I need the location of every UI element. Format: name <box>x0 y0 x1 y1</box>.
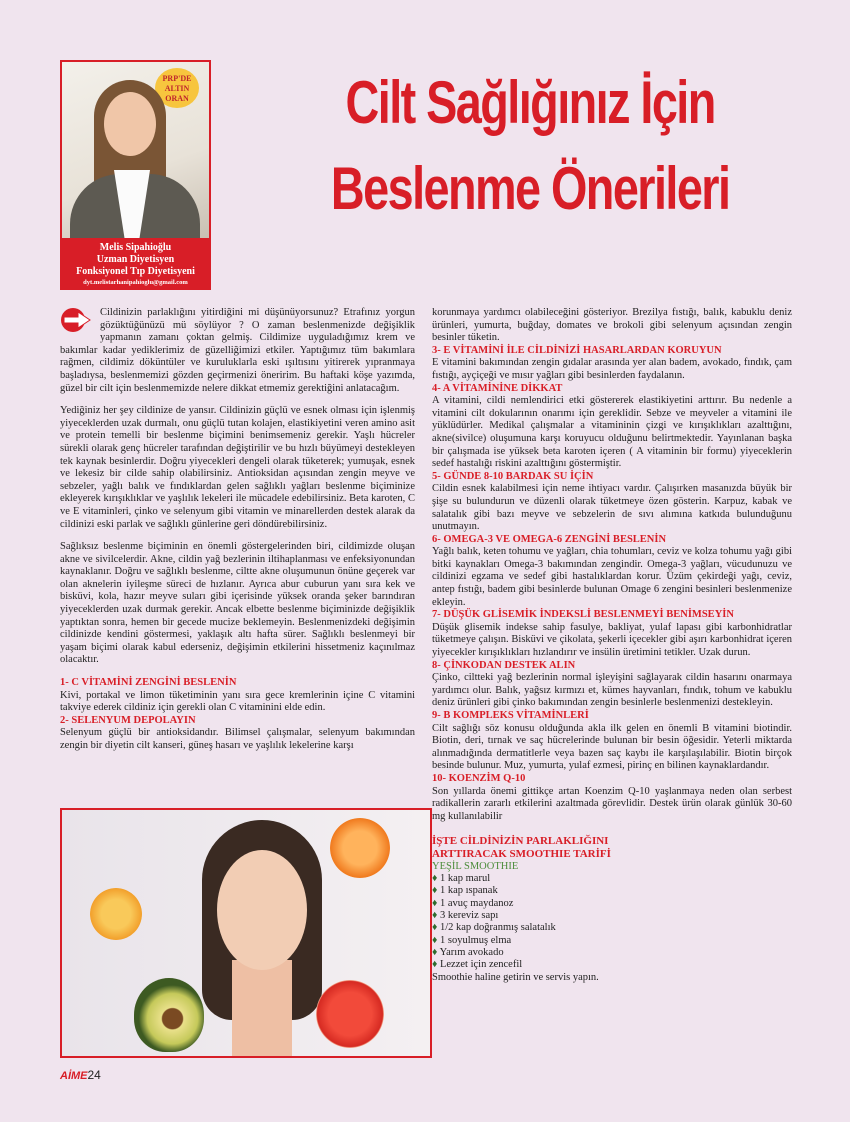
paragraph-2: Yediğiniz her şey cildinize de yansır. Cildinizin güçlü ve esnek olması için işlenmiş yiyeceklerden uzak durmalı, onu güçlü tutan kolajen, elastikiyetini veren amino asit ve protein temelli bir beslenme biçimini benimsemeniz gerekir. Yaşlı hücreler sürekli olarak genç hücreler tarafından değiştirilir ve bu hızlı büyümeyi destekleyen tek kaynak besinlerdir. Doğru yiyecekleri dengeli olarak tüketerek; yumuşak, esnek ve lekesiz bir cilde sahip olabilirsiniz. Antioksidan açısından zengin meyve ve sebzeler, yağlı balık ve fındıklardan gelen sağlıklı yağları beslenme biçiminize ekleyerek kırışıklıklar ve yaşlılık lekeleri ile mücadele edebilirsiniz. Beta karoten, C ve E vitaminleri, çinko ve selenyum gibi vitamin ve minarellerden destek alarak da cildinizi eski parlak ve sağlıklı günlerine geri döndürebilirsiniz. <box>60 405 415 530</box>
section-text-7: Düşük glisemik indekse sahip fasulye, bakliyat, yulaf lapası gibi karbonhidratlar tüketmeye çalışın. Bisküvi ve çikolata, şekerli içecekler gibi aşırı karbonhidrat içeren yiyecekler kırışıklıkları hızlandırır ve insülin üretimini tetikler. Uzak durun. <box>432 621 792 659</box>
list-item: ♦ 1 kap marul <box>432 873 491 885</box>
grapefruit-half <box>316 980 384 1048</box>
list-item: ♦ 1 avuç maydanoz <box>432 897 514 909</box>
section-heading-3: 3- E VİTAMİNİ İLE CİLDİNİZİ HASARLARDAN KORUYUN <box>432 344 722 356</box>
headline-line-1: Cilt Sağlığınız İçin <box>345 69 715 136</box>
right-column <box>432 307 792 984</box>
section-text-10: Son yıllarda önemi gittikçe artan Koenzim Q-10 yaşlanmaya neden olan serbest radikallerin zararlı etkilerini azaltmada görevlidir. Destek ürün olarak günlük 30-60 mg kullanılabilir <box>432 785 792 822</box>
avocado-half <box>134 978 204 1052</box>
section-text-8: Çinko, ciltteki yağ bezlerinin normal işleyişini sağlayarak cildin hasarını onarmaya yardımcı olur. Balık, yağsız kırmızı et, kümes hayvanları, fındık, tohum ve kabuklu deniz ürünleri gibi çinko bakımından zengin besinlerle beslenmenizi destekleyin. <box>432 672 792 709</box>
smoothie-subtitle: YEŞİL SMOOTHIE <box>432 860 519 872</box>
section-text-2: Selenyum güçlü bir antioksidandır. Bilimsel çalışmalar, selenyum bakımından zengin bir diyetin cilt kanseri, güneş hasarı ve yaşlılık lekelerine karşı <box>60 727 415 751</box>
section-text-5: Cildin esnek kalabilmesi için neme ihtiyacı vardır. Çalışırken masanızda büyük bir şişe su bulundurun ve düzenli olarak tüketmeye özen gösterin. Karpuz, kabak ve salatalık gibi bazı meyve ve sebzelerin de sıvı alımına katkıda bulunduğunu unutmayın. <box>432 483 792 533</box>
section-text-6: Yağlı balık, keten tohumu ve yağları, chia tohumları, ceviz ve kolza tohumu yağı gibi bitki kaynakları Omega-3 bakımından zengindir. Omega-3 yağları, vücudunuzu ve cildinizi egzama ve sedef gibi hastalıklardan korur. Üzüm çekirdeği yağı, ceviz, antep fıstığı, badem gibi besinlerde bulunan Omage 6 zengini besinleri beslenmenize ekleyin. <box>432 546 792 608</box>
section-heading-8: 8- ÇİNKODAN DESTEK ALIN <box>432 659 576 671</box>
list-item: ♦ 1 soyulmuş elma <box>432 934 512 946</box>
arrow-right-icon <box>60 307 94 333</box>
section-text-1: Kivi, portakal ve limon tüketiminin yanı sıra gece kremlerinin içine C vitamini takviye ederek cildiniz için gerekli olan C vitaminini elde edin. <box>60 689 415 714</box>
diamond-bullet-icon: ♦ <box>432 910 438 922</box>
section-heading-2: 2- SELENYUM DEPOLAYIN <box>60 714 196 726</box>
section-heading-6: 6- OMEGA-3 VE OMEGA-6 ZENGİNİ BESLENİN <box>432 533 667 545</box>
diamond-bullet-icon: ♦ <box>432 873 438 885</box>
list-item: ♦ 1 kap ıspanak <box>432 885 498 897</box>
list-item: ♦ 3 kereviz sapı <box>432 910 499 922</box>
author-name: Melis Sipahioğlu <box>99 242 172 253</box>
page-number: 24 <box>87 1068 101 1082</box>
page-footer <box>60 1068 101 1082</box>
author-photo <box>62 62 209 238</box>
author-box <box>60 60 211 290</box>
headline <box>240 60 820 232</box>
section-heading-1: 1- C VİTAMİNİ ZENGİNİ BESLENİN <box>60 677 237 689</box>
magazine-logo: AİME <box>60 1070 88 1082</box>
section-text-9: Cilt sağlığı söz konusu olduğunda akla ilk gelen en önemli B vitamini biotindir. Biotin, deri, tırnak ve saç hücrelerinde bulunan bir besin öğesidir. Yeterli miktarda alınmadığında dermatitlerle veya bazen saç kaybı ile karşılaşılabilir. Biotin birçok besinde bulunur. Muz, yumurta, yulaf ezmesi, pirinç en bilinen kaynaklardandır. <box>432 722 792 772</box>
orange-half-left <box>90 888 142 940</box>
closing-line: Smoothie haline getirin ve servis yapın. <box>432 971 599 983</box>
section-heading-10: 10- KOENZİM Q-10 <box>432 772 526 784</box>
section-text-3: E vitamini bakımından zengin gıdalar arasında yer alan badem, avokado, fındık, çam fıstığı, ayçiçeği ve mısır yağları gibi besinlerden faydalanın. <box>432 357 792 381</box>
author-email: dyt.melistarhanipahioglu@gmail.com <box>83 279 188 286</box>
paragraph-3: Sağlıksız beslenme biçiminin en önemli göstergelerinden biri, cildimizde oluşan akne ve sivilcelerdir. Akne, cildin yağ bezlerinin iltihaplanması ve enfeksiyonundan kaynaklanır. Doğru ve sağlıklı beslenme, ciltte akne oluşumunun önüne geçerek var olan aknelerin iyileşme süreci de hızlanır. Ayrıca abur cuburun yanı sıra kek ve bisküvi, kola, hazır meyve suları gibi içerisinde yüksek oranda şeker barındıran yiyeceklerden uzak durmak gerekir. Ancak elbette beslenme biçiminizde değişiklik yaptıktan sonra, hemen bir gecede mucize beklemeyin. Beslenmenizdeki değişimin cildinizde kendini göstermesi, yaklaşık altı hafta sürer. Sağlıklı beslenmeyi bir yaşam biçimi olarak kabul ederseniz, değişimin etkilerini hissetmeniz kaçınılmaz olacaktır. <box>60 541 415 666</box>
section-heading-9: 9- B KOMPLEKS VİTAMİNLERİ <box>432 710 589 721</box>
diamond-bullet-icon: ♦ <box>432 885 438 897</box>
smoothie-title-1: İŞTE CİLDİNİZİN PARLAKLIĞINI <box>432 835 609 848</box>
ingredient-list <box>432 873 792 971</box>
list-item: ♦ Lezzet için zencefil <box>432 959 523 971</box>
section-heading-4: 4- A VİTAMİNİNE DİKKAT <box>432 382 563 394</box>
diamond-bullet-icon: ♦ <box>432 946 438 958</box>
left-column <box>60 307 415 753</box>
smoothie-title-2: ARTTIRACAK SMOOTHIE TARİFİ <box>432 847 611 860</box>
diamond-bullet-icon: ♦ <box>432 922 438 934</box>
diamond-bullet-icon: ♦ <box>432 897 438 909</box>
author-role-2: Fonksiyonel Tıp Diyetisyeni <box>76 266 195 277</box>
section-heading-7: 7- DÜŞÜK GLİSEMİK İNDEKSLİ BESLENMEYİ BENİMSEYİN <box>432 609 734 621</box>
list-item: ♦ 1/2 kap doğranmış salatalık <box>432 922 556 934</box>
section-heading-5: 5- GÜNDE 8-10 BARDAK SU İÇİN <box>432 470 594 482</box>
photo-sign: PRP'DE ALTIN ORAN <box>155 68 199 108</box>
headline-line-2: Beslenme Önerileri <box>330 155 730 222</box>
woman-citrus-photo <box>60 808 432 1058</box>
list-item: ♦ Yarım avokado <box>432 946 504 958</box>
diamond-bullet-icon: ♦ <box>432 959 438 971</box>
intro-paragraph: Cildinizin parlaklığını yitirdiğini mi düşünüyorsunuz? Etrafınız yorgun gözüktüğünüzü mü söylüyor ? O zaman beslenmenizde değişiklik yapmanın zamanı çoktan gelmiş. Cildimize uyguladığımız krem ve bakımlar kadar yediklerimiz de güzelliğimizi etkiler. Yaptığımız tüm bakımlara rağmen, cildimiz döküntüler ve kuruluklarla eski ışıltısını yitirerek yıpranmaya başladıysa, beslenmemizi gözden geçirmenizi öneririm. Bu haftaki köşe yazımda, güzel bir cilt için beslenmemizde nelere dikkat etmemiz gerektiğini anlatacağım. <box>60 307 415 394</box>
author-info <box>62 238 209 288</box>
section-text-2-cont: korunmaya yardımcı olabileceğini gösteriyor. Brezilya fıstığı, balık, kabuklu deniz ürünleri, yumurta, buğday, domates ve brokoli gibi selenyum açısından zengin besinler tüketin. <box>432 307 792 344</box>
orange-half-right <box>330 818 390 878</box>
author-role: Uzman Diyetisyen <box>96 254 175 265</box>
section-text-4: A vitamini, cildi nemlendirici etki göstererek elastikiyetini arttırır. Bu nedenle a vitamini cilt dokularının onarımı için gereklidir. Sebze ve meyveler a vitamini ile yüklüdürler. Medikal çalışmalar a vitamininin çizgi ve kırışıklıkları azalttığını, akne(sivilce) oluşumuna karşı koruyucu olduğunu belirtmektedir. Yayınlanan başka bir çalışmada ise yüksek beta karoten içeren ( A vitaminin bir formu) yiyeceklerin sedef hastalığı riskini azalttığını göstermiştir. <box>432 395 792 470</box>
diamond-bullet-icon: ♦ <box>432 934 438 946</box>
